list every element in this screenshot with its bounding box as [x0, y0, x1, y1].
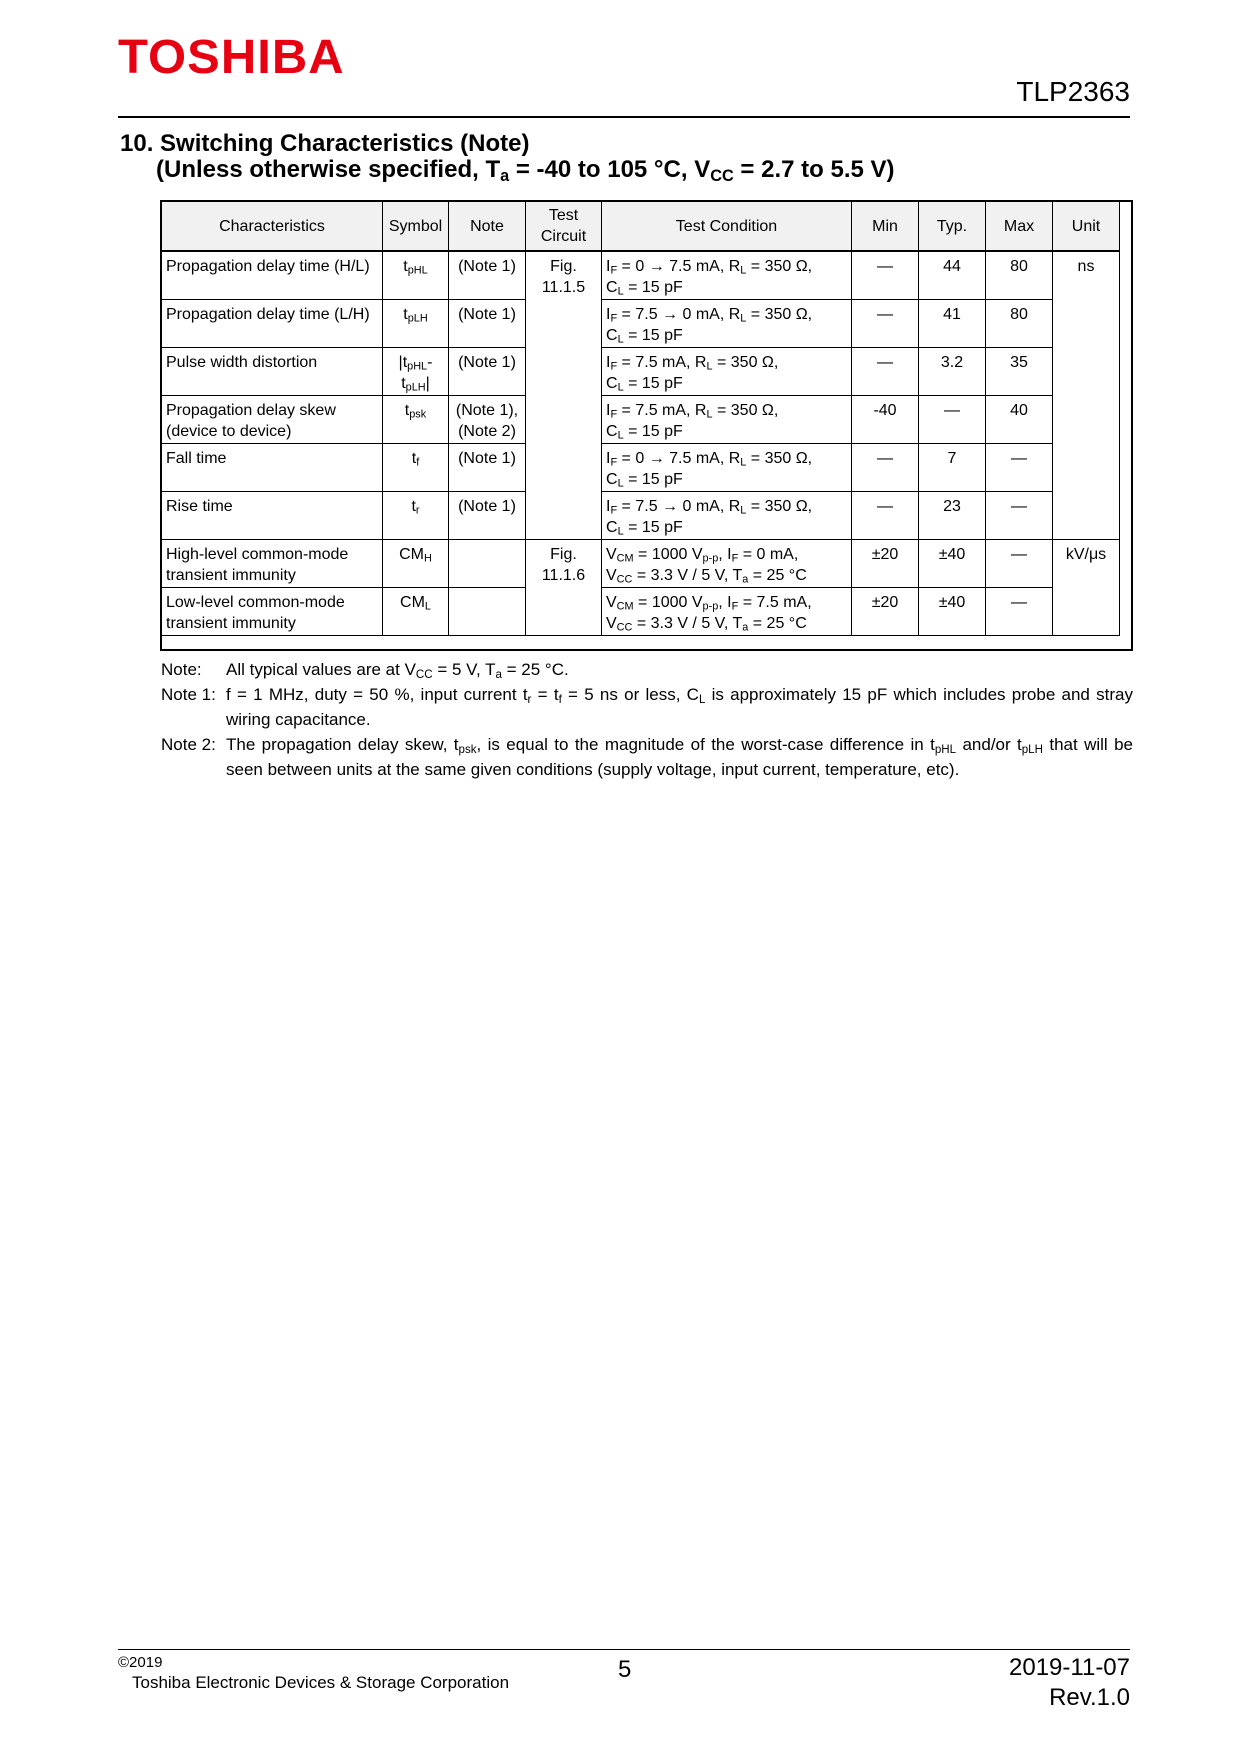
cell-test-condition: $I_F = 0 \to 7.5$ mA, $R_L = 350$ Ω, $C_L = 15$ pF	[602, 251, 852, 299]
cell-min: ±20	[852, 539, 919, 587]
note-2: Note 2: The propagation delay skew, $t_{psk}$, is equal to the magnitude of the worst-case difference in $t_{pHL}$ and/or $t_{pLH}$ that will be seen between units at the same given conditions (supply voltage, input current, temperature, etc).	[161, 735, 1133, 779]
cell-max: —	[986, 491, 1053, 539]
notes-block	[161, 657, 1133, 782]
cell-symbol: $t_r$	[383, 491, 449, 539]
table-row	[162, 443, 1120, 491]
header-rule	[118, 116, 1130, 118]
col-max: Max	[986, 202, 1053, 252]
col-note: Note	[449, 202, 526, 252]
switching-characteristics-table	[161, 201, 1120, 636]
table-row	[162, 251, 1120, 299]
note-general: Note: All typical values are at $V_{CC} = 5$ V, $T_a = 25$ °C.	[161, 660, 569, 681]
table-header-row	[162, 202, 1120, 252]
cell-note: (Note 1)	[449, 251, 526, 299]
col-unit: Unit	[1053, 202, 1120, 252]
cell-max: —	[986, 587, 1053, 635]
cell-symbol: $t_{pHL}$	[383, 251, 449, 299]
cell-characteristic: Rise time	[162, 491, 383, 539]
cell-min: ±20	[852, 587, 919, 635]
cell-note	[449, 539, 526, 587]
cell-min: -40	[852, 395, 919, 443]
cell-typ: ±40	[919, 587, 986, 635]
cell-test-condition: $I_F = 0 \to 7.5$ mA, $R_L = 350$ Ω, $C_L = 15$ pF	[602, 443, 852, 491]
cell-test-condition: $I_F = 7.5$ mA, $R_L = 350$ Ω, $C_L = 15$ pF	[602, 347, 852, 395]
cell-unit: ns	[1053, 251, 1120, 539]
cell-min: —	[852, 347, 919, 395]
cell-min: —	[852, 299, 919, 347]
col-min: Min	[852, 202, 919, 252]
table-row	[162, 299, 1120, 347]
cell-typ: 44	[919, 251, 986, 299]
page-number: 5	[618, 1656, 632, 1683]
table-row	[162, 587, 1120, 635]
cell-note: (Note 1)	[449, 491, 526, 539]
cell-characteristic: Fall time	[162, 443, 383, 491]
cell-test-condition: $I_F = 7.5 \to 0$ mA, $R_L = 350$ Ω, $C_L = 15$ pF	[602, 299, 852, 347]
cell-symbol: $t_{psk}$	[383, 395, 449, 443]
table-row	[162, 539, 1120, 587]
cell-typ: 7	[919, 443, 986, 491]
doc-revision: Rev.1.0	[1049, 1684, 1130, 1711]
copyright: ©2019	[118, 1654, 163, 1671]
cell-max: 35	[986, 347, 1053, 395]
cell-typ: 23	[919, 491, 986, 539]
cell-characteristic: Low-level common-mode transient immunity	[162, 587, 383, 635]
col-typ: Typ.	[919, 202, 986, 252]
cell-note: (Note 1)	[449, 299, 526, 347]
section-title: 10. Switching Characteristics (Note)	[120, 130, 530, 157]
cell-typ: —	[919, 395, 986, 443]
cell-test-condition: $V_{CM} = 1000$ $V_{p-p}$, $I_F = 0$ mA, $V_{CC} = 3.3$ V / 5 V, $T_a = 25$ °C	[602, 539, 852, 587]
cell-max: 40	[986, 395, 1053, 443]
cell-typ: 3.2	[919, 347, 986, 395]
cell-symbol: $CM_L$	[383, 587, 449, 635]
cell-min: —	[852, 491, 919, 539]
cell-note: (Note 1)	[449, 347, 526, 395]
table-row	[162, 491, 1120, 539]
note-1: Note 1: f = 1 MHz, duty = 50 %, input current $t_r = t_f = 5$ ns or less, $C_L$ is approximately 15 pF which includes probe and stray wiring capacitance.	[161, 685, 1133, 729]
cell-test-circuit: Fig. 11.1.5	[526, 251, 602, 539]
cell-test-circuit: Fig. 11.1.6	[526, 539, 602, 635]
cell-typ: 41	[919, 299, 986, 347]
cell-note: (Note 1), (Note 2)	[449, 395, 526, 443]
col-characteristics: Characteristics	[162, 202, 383, 252]
part-number: TLP2363	[1016, 76, 1130, 107]
cell-characteristic: Propagation delay skew (device to device)	[162, 395, 383, 443]
cell-symbol: $|t_{pHL}-$ $t_{pLH}|$	[383, 347, 449, 395]
cell-unit: kV/μs	[1053, 539, 1120, 635]
cell-characteristic: High-level common-mode transient immunity	[162, 539, 383, 587]
col-test-condition: Test Condition	[602, 202, 852, 252]
cell-characteristic: Propagation delay time (H/L)	[162, 251, 383, 299]
cell-max: 80	[986, 299, 1053, 347]
cell-min: —	[852, 251, 919, 299]
toshiba-logo: TOSHIBA	[118, 31, 345, 84]
col-test-circuit: Test Circuit	[526, 202, 602, 252]
company-name: Toshiba Electronic Devices & Storage Corporation	[132, 1673, 510, 1692]
cell-test-condition: $I_F = 7.5$ mA, $R_L = 350$ Ω, $C_L = 15$ pF	[602, 395, 852, 443]
cell-characteristic: Propagation delay time (L/H)	[162, 299, 383, 347]
cell-max: —	[986, 539, 1053, 587]
cell-characteristic: Pulse width distortion	[162, 347, 383, 395]
cell-test-condition: $V_{CM} = 1000$ $V_{p-p}$, $I_F = 7.5$ mA, $V_{CC} = 3.3$ V / 5 V, $T_a = 25$ °C	[602, 587, 852, 635]
table-row	[162, 395, 1120, 443]
cell-typ: ±40	[919, 539, 986, 587]
cell-max: 80	[986, 251, 1053, 299]
cell-max: —	[986, 443, 1053, 491]
cell-symbol: $t_{pLH}$	[383, 299, 449, 347]
cell-symbol: $t_f$	[383, 443, 449, 491]
cell-test-condition: $I_F = 7.5 \to 0$ mA, $R_L = 350$ Ω, $C_L = 15$ pF	[602, 491, 852, 539]
col-symbol: Symbol	[383, 202, 449, 252]
doc-date: 2019-11-07	[1009, 1654, 1130, 1681]
table-row	[162, 347, 1120, 395]
footer-rule	[118, 1649, 1130, 1650]
cell-note: (Note 1)	[449, 443, 526, 491]
cell-symbol: $CM_H$	[383, 539, 449, 587]
section-subtitle: (Unless otherwise specified, $T_a = -40$ to 105 °C, $V_{CC} = 2.7$ to 5.5 V)	[156, 156, 895, 186]
cell-note	[449, 587, 526, 635]
cell-min: —	[852, 443, 919, 491]
